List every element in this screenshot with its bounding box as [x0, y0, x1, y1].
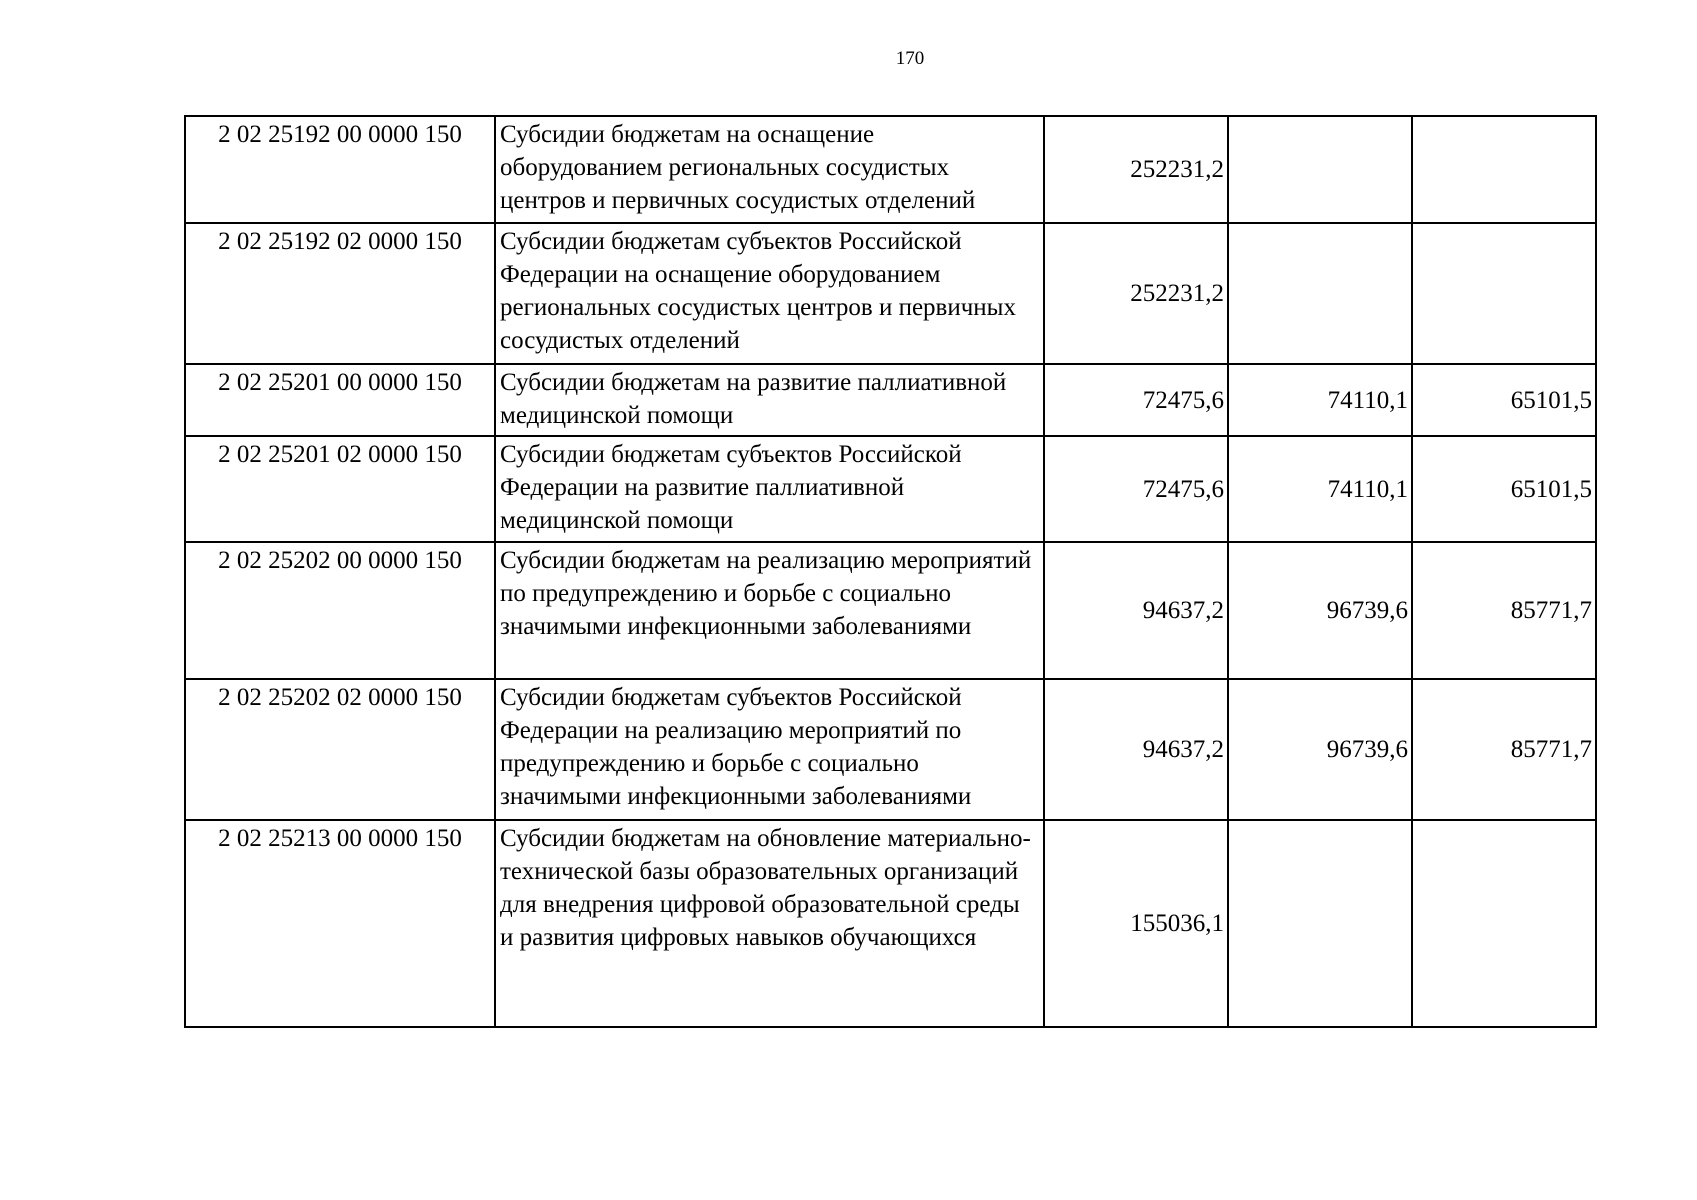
amount-col3: 65101,5: [1412, 436, 1596, 542]
budget-code: 2 02 25213 00 0000 150: [185, 820, 495, 1027]
table-row: [185, 223, 1596, 364]
table-row: [185, 116, 1596, 223]
budget-code: 2 02 25192 02 0000 150: [185, 223, 495, 364]
amount-col3: 85771,7: [1412, 542, 1596, 679]
amount-col2: [1228, 116, 1412, 223]
table-row: [185, 679, 1596, 820]
amount-col2: [1228, 223, 1412, 364]
table-row: [185, 364, 1596, 436]
amount-col1: 94637,2: [1044, 542, 1228, 679]
description: Субсидии бюджетам на оснащение оборудованием региональных сосудистых центров и первичных сосудистых отделений: [495, 116, 1044, 223]
description: Субсидии бюджетам субъектов Российской Федерации на реализацию мероприятий по предупреждению и борьбе с социально значимыми инфекционными заболеваниями: [495, 679, 1044, 820]
table-row: [185, 436, 1596, 542]
page-number: 170: [895, 48, 925, 69]
amount-col2: [1228, 820, 1412, 1027]
amount-col1: 72475,6: [1044, 364, 1228, 436]
budget-table: [184, 115, 1597, 1028]
amount-col3: [1412, 820, 1596, 1027]
table-row: [185, 542, 1596, 679]
budget-code: 2 02 25192 00 0000 150: [185, 116, 495, 223]
amount-col3: [1412, 223, 1596, 364]
description: Субсидии бюджетам субъектов Российской Федерации на оснащение оборудованием региональных сосудистых центров и первичных сосудистых отделений: [495, 223, 1044, 364]
amount-col1: 252231,2: [1044, 116, 1228, 223]
description: Субсидии бюджетам на реализацию мероприятий по предупреждению и борьбе с социально значимыми инфекционными заболеваниями: [495, 542, 1044, 679]
table-row: [185, 820, 1596, 1027]
amount-col3: 85771,7: [1412, 679, 1596, 820]
amount-col2: 74110,1: [1228, 436, 1412, 542]
amount-col1: 94637,2: [1044, 679, 1228, 820]
budget-code: 2 02 25202 00 0000 150: [185, 542, 495, 679]
description: Субсидии бюджетам на развитие паллиативной медицинской помощи: [495, 364, 1044, 436]
amount-col1: 72475,6: [1044, 436, 1228, 542]
amount-col3: 65101,5: [1412, 364, 1596, 436]
description: Субсидии бюджетам субъектов Российской Федерации на развитие паллиативной медицинской помощи: [495, 436, 1044, 542]
budget-code: 2 02 25202 02 0000 150: [185, 679, 495, 820]
amount-col1: 252231,2: [1044, 223, 1228, 364]
amount-col2: 96739,6: [1228, 679, 1412, 820]
amount-col3: [1412, 116, 1596, 223]
amount-col1: 155036,1: [1044, 820, 1228, 1027]
budget-code: 2 02 25201 02 0000 150: [185, 436, 495, 542]
budget-code: 2 02 25201 00 0000 150: [185, 364, 495, 436]
amount-col2: 96739,6: [1228, 542, 1412, 679]
amount-col2: 74110,1: [1228, 364, 1412, 436]
description: Субсидии бюджетам на обновление материально-технической базы образовательных организаций для внедрения цифровой образовательной среды и развития цифровых навыков обучающихся: [495, 820, 1044, 1027]
